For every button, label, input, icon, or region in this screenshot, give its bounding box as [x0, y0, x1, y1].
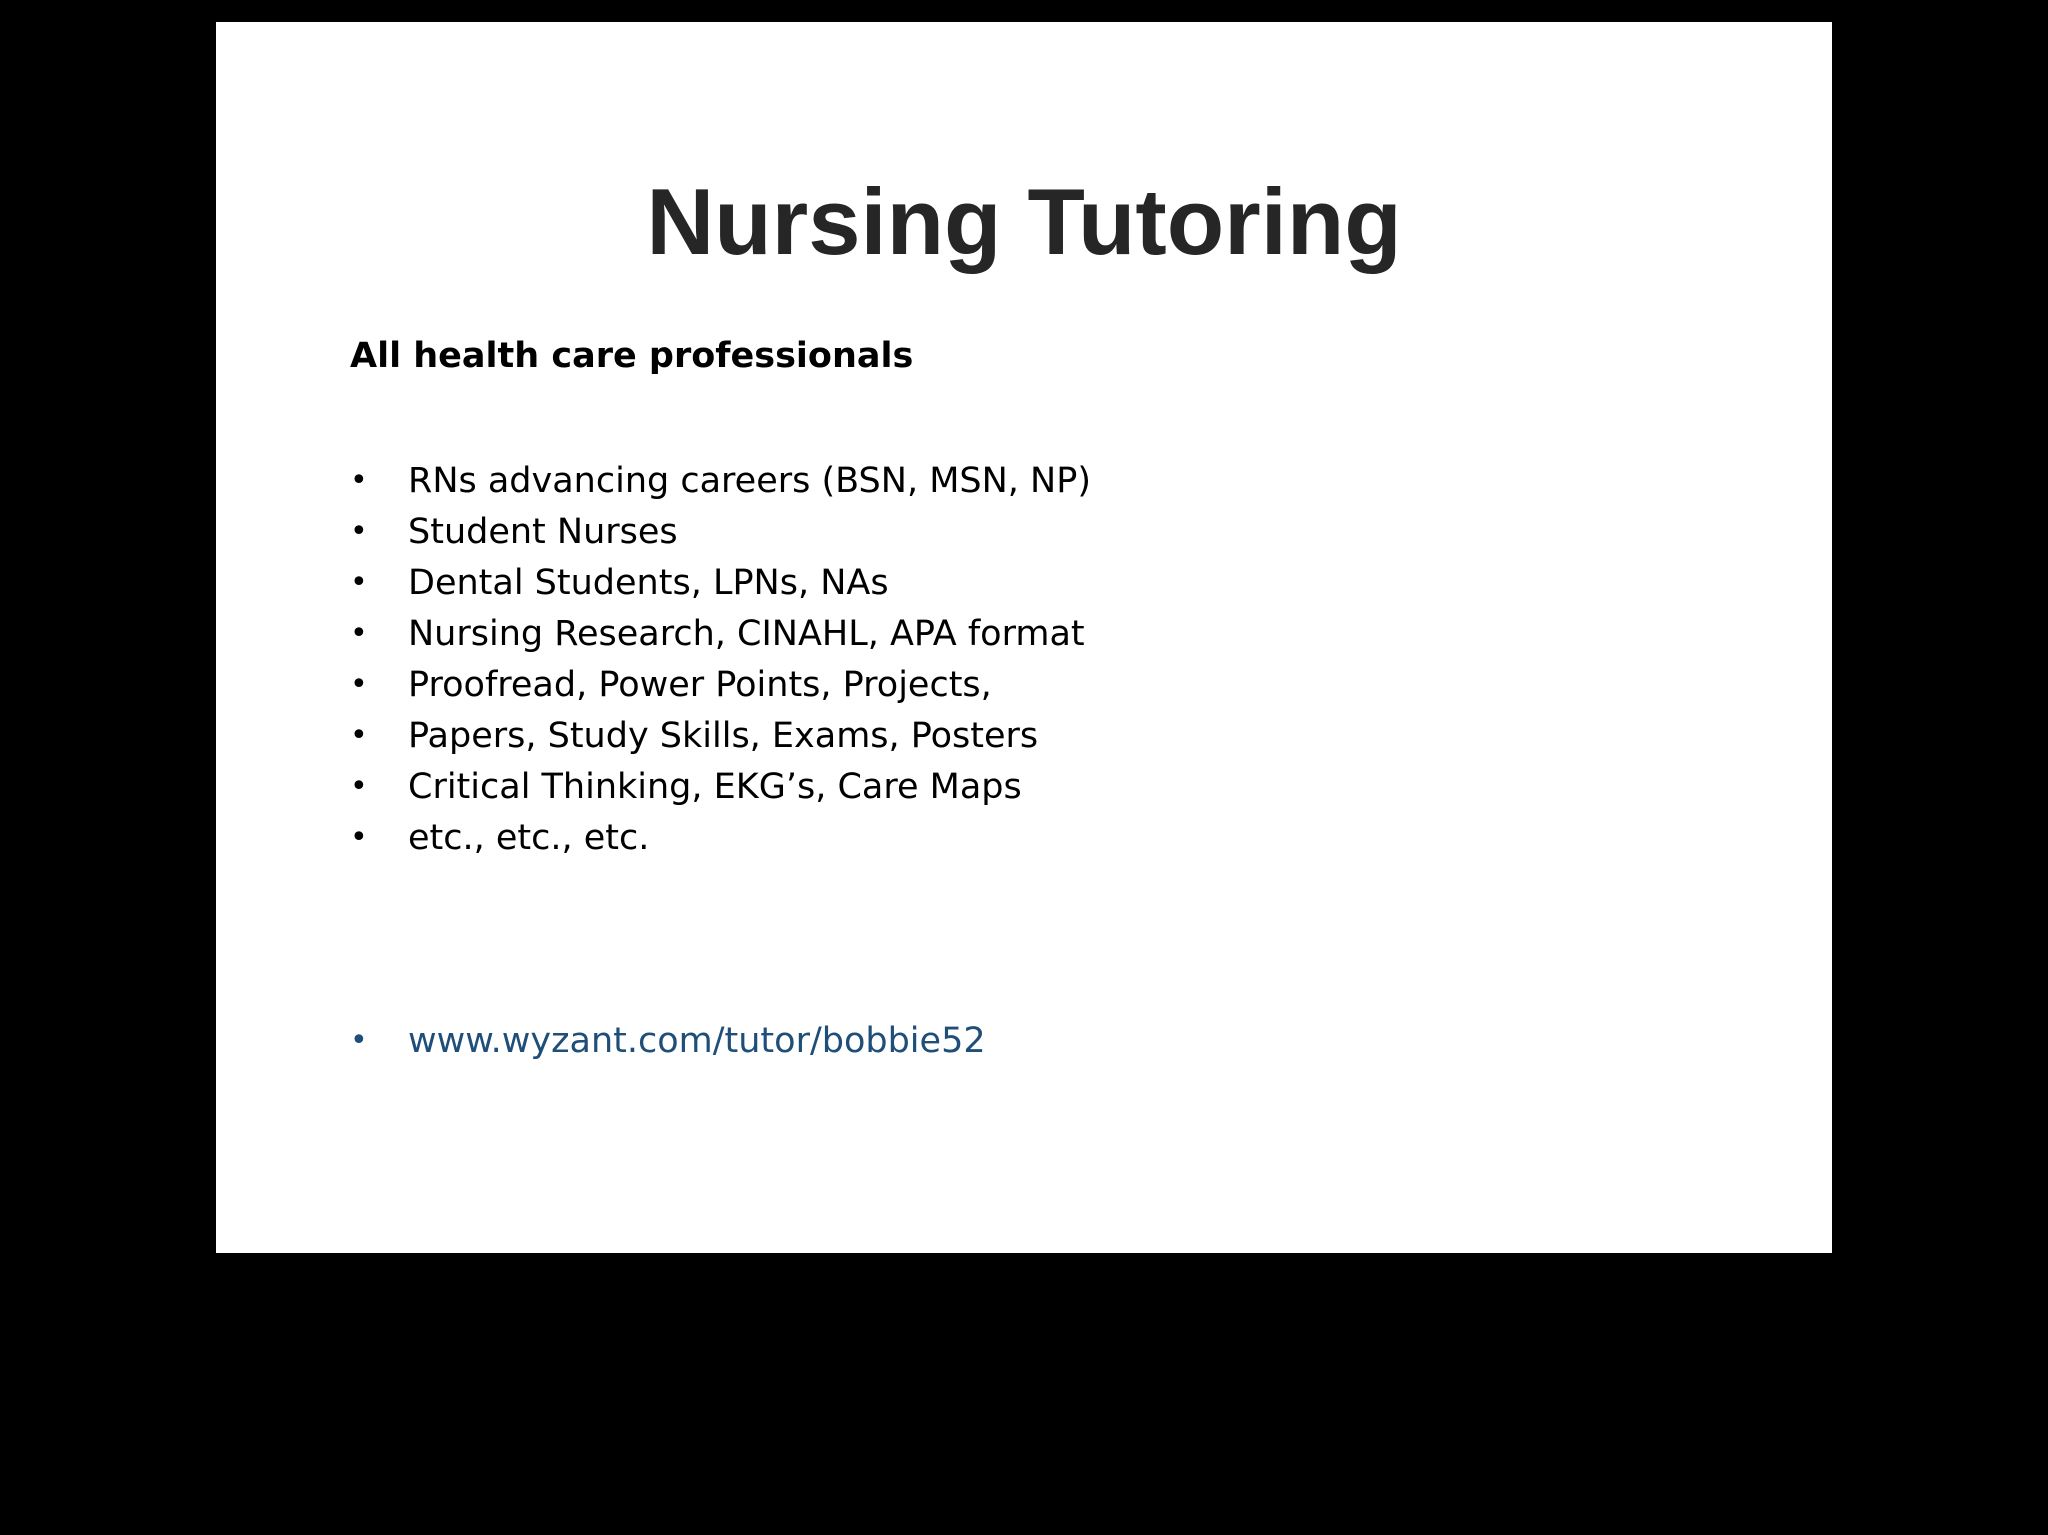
bullet-text: Dental Students, LPNs, NAs — [408, 562, 889, 603]
bullet-icon: • — [350, 820, 368, 855]
bullet-icon: • — [350, 667, 368, 702]
bullet-item — [350, 506, 1091, 557]
slide-title: Nursing Tutoring — [646, 169, 1402, 274]
bullet-text: Critical Thinking, EKG’s, Care Maps — [408, 766, 1022, 807]
bullet-item — [350, 761, 1091, 812]
bullet-icon: • — [350, 1023, 368, 1058]
bullet-icon: • — [350, 718, 368, 753]
link-item — [350, 1015, 986, 1066]
slide — [216, 22, 1832, 1253]
bullet-text: Nursing Research, CINAHL, APA format — [408, 613, 1085, 654]
bullet-list — [350, 455, 1091, 863]
bullet-icon: • — [350, 565, 368, 600]
bullet-item — [350, 455, 1091, 506]
bullet-text: Student Nurses — [408, 511, 678, 552]
tutor-profile-link[interactable]: www.wyzant.com/tutor/bobbie52 — [408, 1020, 986, 1061]
bullet-icon: • — [350, 463, 368, 498]
bullet-text: etc., etc., etc. — [408, 817, 650, 858]
bullet-item — [350, 812, 1091, 863]
bullet-text: Proofread, Power Points, Projects, — [408, 664, 992, 705]
bullet-text: Papers, Study Skills, Exams, Posters — [408, 715, 1039, 756]
bullet-item — [350, 608, 1091, 659]
bullet-item — [350, 659, 1091, 710]
bullet-text: RNs advancing careers (BSN, MSN, NP) — [408, 460, 1091, 501]
bullet-item — [350, 710, 1091, 761]
bullet-icon: • — [350, 514, 368, 549]
link-list — [350, 1015, 986, 1066]
bullet-icon: • — [350, 769, 368, 804]
bullet-icon: • — [350, 616, 368, 651]
bullet-item — [350, 557, 1091, 608]
slide-subheading: All health care professionals — [350, 336, 914, 376]
